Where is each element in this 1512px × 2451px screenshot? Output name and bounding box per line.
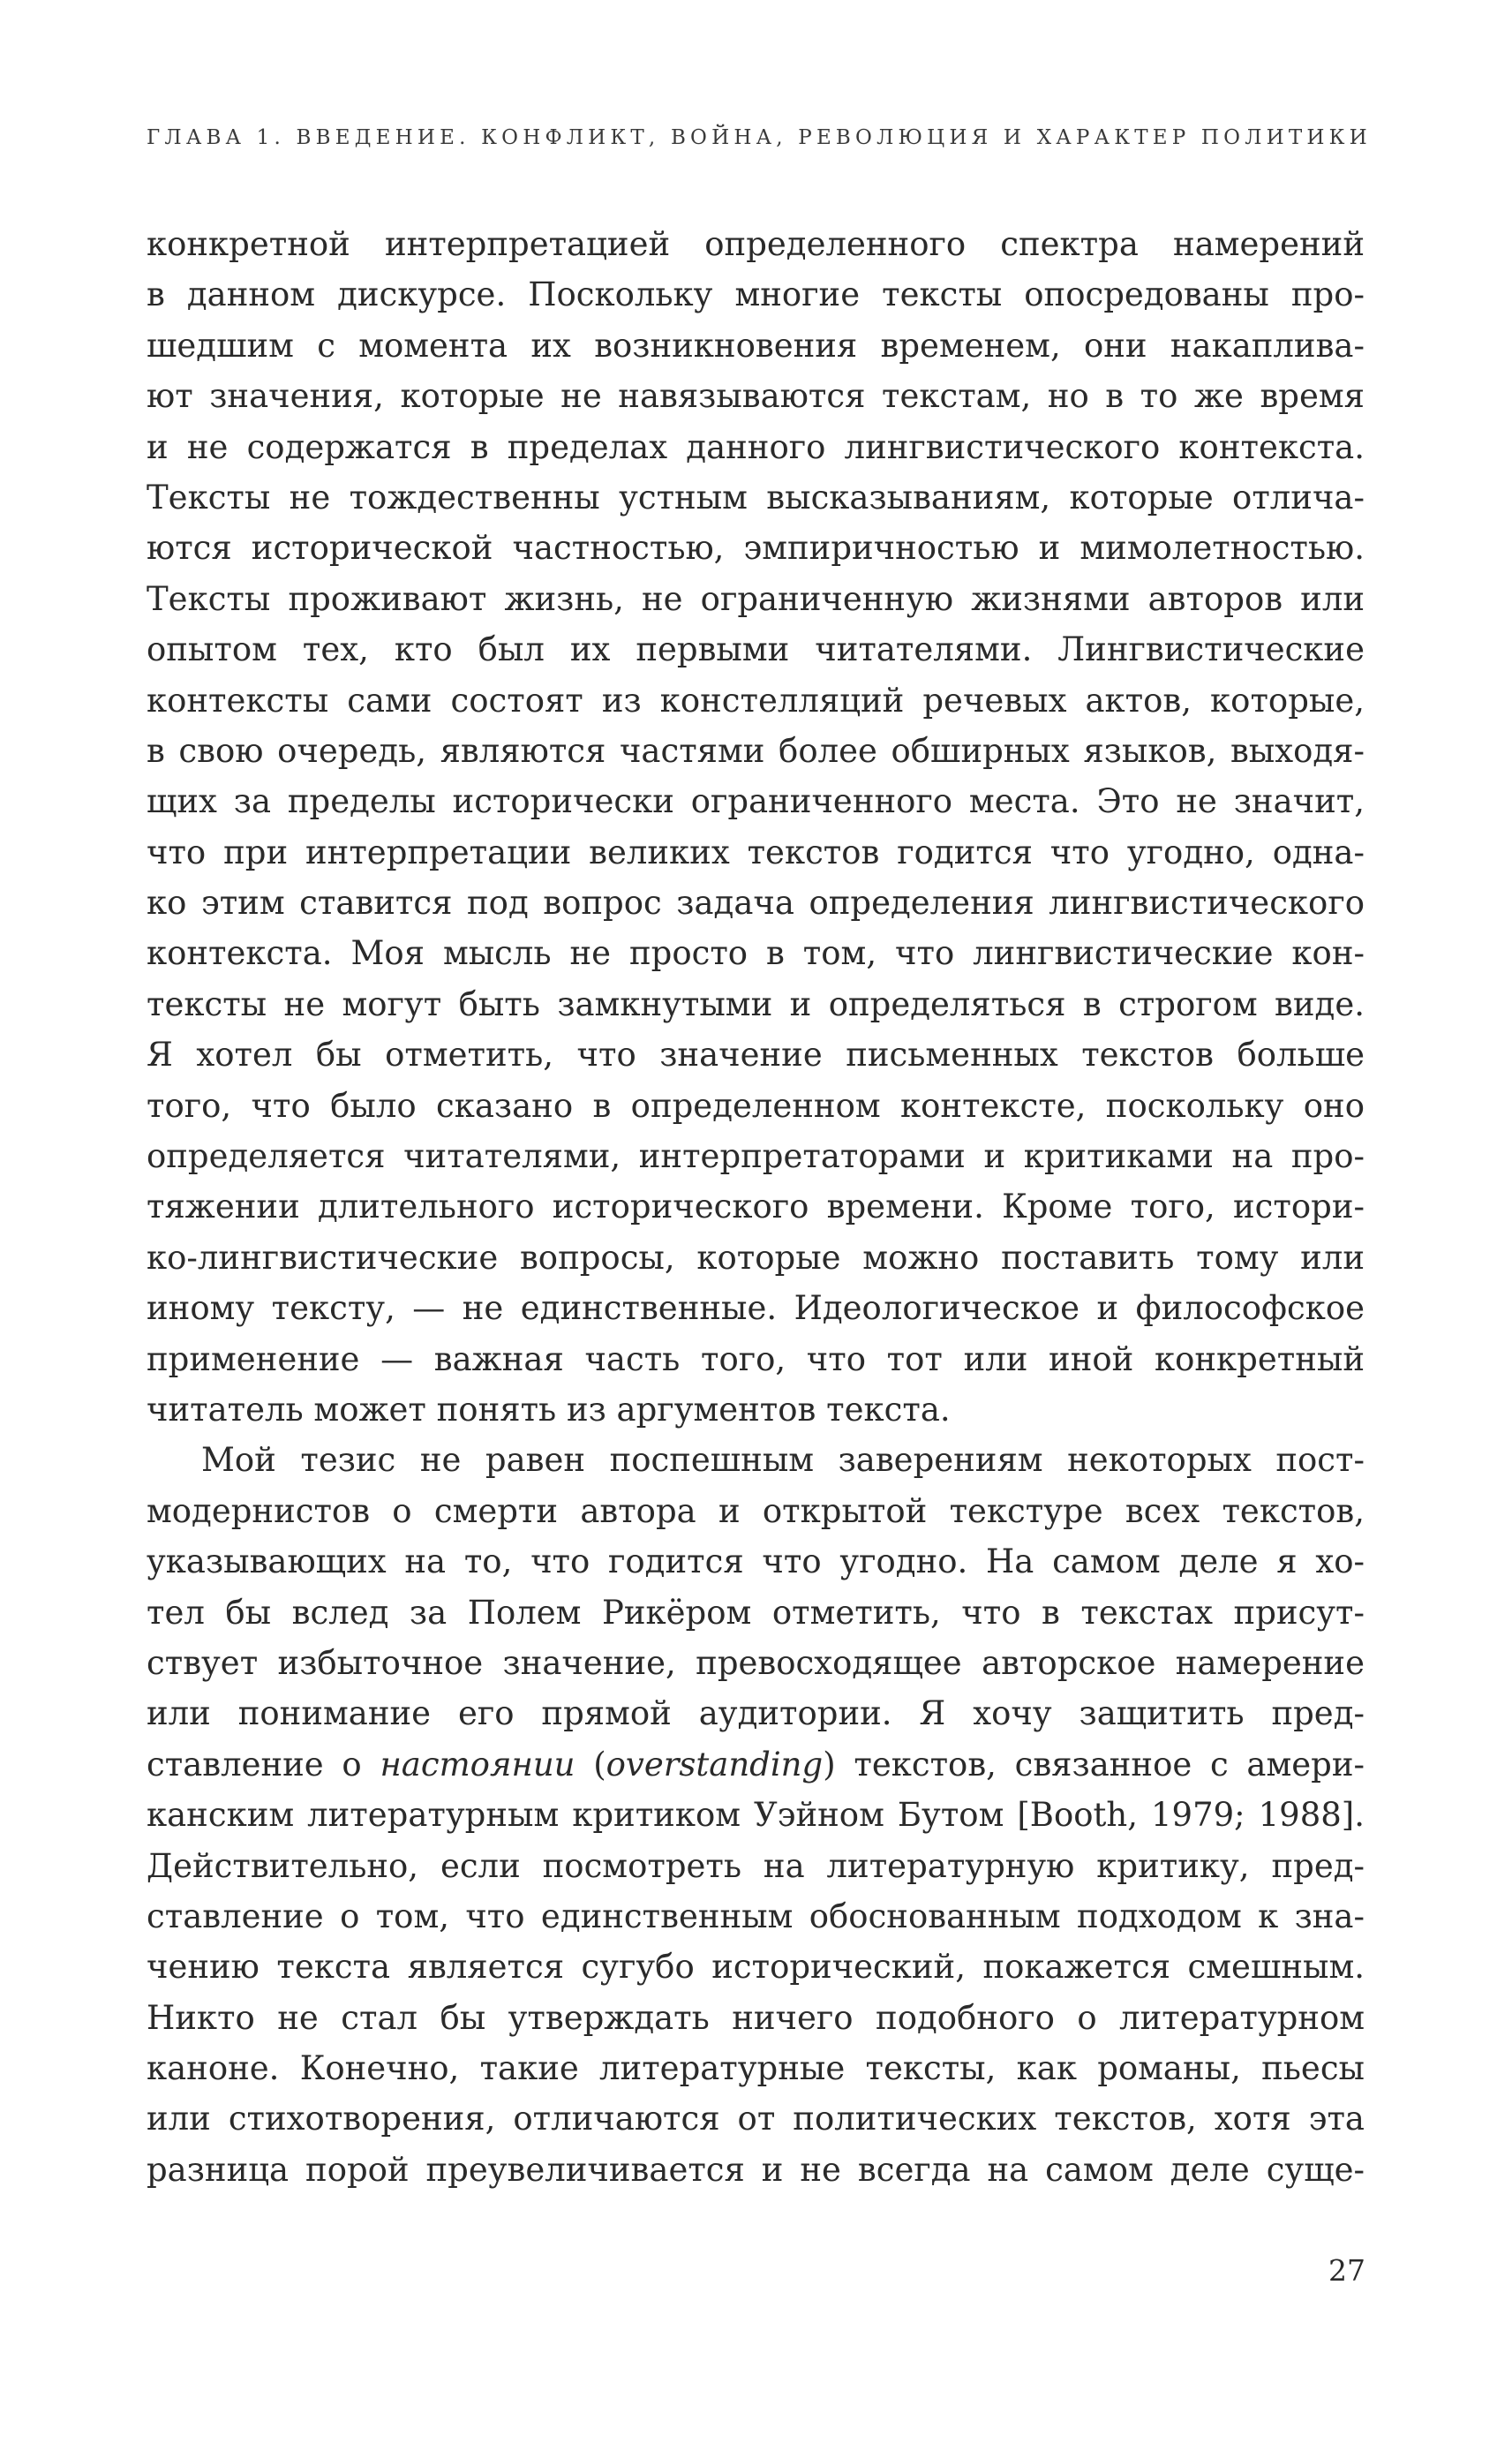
- paragraph-1: [147, 219, 1365, 1435]
- text-line: того, что было сказано в определенном контексте, поскольку оно: [147, 1086, 1365, 1125]
- text-line: контексты сами состоят из констелляций речевых актов, которые,: [147, 681, 1365, 720]
- running-head: ГЛАВА 1. ВВЕДЕНИЕ. КОНФЛИКТ, ВОЙНА, РЕВОЛЮЦИЯ И ХАРАКТЕР ПОЛИТИКИ: [147, 126, 1372, 149]
- text-line: указывающих на то, что годится что угодно. На самом деле я хо-: [147, 1542, 1365, 1581]
- text-line: ставление о том, что единственным обоснованным подходом к зна-: [147, 1897, 1365, 1935]
- paragraph-2: [147, 1435, 1365, 2195]
- text-line: и не содержатся в пределах данного лингвистического контекста.: [147, 427, 1365, 466]
- text-line: читатель может понять из аргументов текста.: [147, 1390, 951, 1429]
- text-line: ко-лингвистические вопросы, которые можно поставить тому или: [147, 1238, 1365, 1277]
- text-line: определяется читателями, интерпретаторами и критиками на про-: [147, 1137, 1365, 1176]
- text-line: в данном дискурсе. Поскольку многие тексты опосредованы про-: [147, 275, 1365, 314]
- text-line: Мой тезис не равен поспешным заверениям некоторых пост-: [201, 1441, 1365, 1480]
- page-number: 27: [1328, 2253, 1365, 2288]
- text-line: ют значения, которые не навязываются текстам, но в то же время: [147, 377, 1365, 416]
- text-line: Никто не стал бы утверждать ничего подобного о литературном: [147, 1998, 1365, 2037]
- text-line: ствует избыточное значение, превосходящее авторское намерение: [147, 1643, 1365, 1682]
- text-line: Действительно, если посмотреть на литературную критику, пред-: [147, 1846, 1365, 1885]
- text-line: модернистов о смерти автора и открытой текстуре всех текстов,: [147, 1491, 1365, 1530]
- line-fragment: (: [575, 1745, 606, 1784]
- text-line: чению текста является сугубо исторический, покажется смешным.: [147, 1948, 1365, 1987]
- text-line: иному тексту, — не единственные. Идеологическое и философское: [147, 1289, 1365, 1328]
- text-line: опытом тех, кто был их первыми читателями. Лингвистические: [147, 630, 1365, 669]
- text-line: конкретной интерпретацией определенного спектра намерений: [147, 225, 1365, 263]
- text-line: Тексты не тождественны устным высказываниям, которые отлича-: [147, 478, 1365, 517]
- body-text: [147, 219, 1365, 2195]
- text-line: щих за пределы исторически ограниченного места. Это не значит,: [147, 782, 1365, 821]
- text-line: ются исторической частностью, эмпиричностью и мимолетностью.: [147, 529, 1365, 568]
- text-line: разница порой преувеличивается и не всегда на самом деле суще-: [147, 2150, 1365, 2189]
- text-line: в свою очередь, являются частями более обширных языков, выходя-: [147, 731, 1365, 770]
- text-line: тяжении длительного исторического времени. Кроме того, истори-: [147, 1188, 1365, 1226]
- text-line: каноне. Конечно, такие литературные тексты, как романы, пьесы: [147, 2049, 1365, 2088]
- text-line: что при интерпретации великих текстов годится что угодно, одна-: [147, 833, 1365, 871]
- text-line: применение — важная часть того, что тот или иной конкретный: [147, 1339, 1365, 1378]
- text-line: тел бы вслед за Полем Рикёром отметить, что в текстах присут-: [147, 1593, 1365, 1632]
- text-line: или стихотворения, отличаются от политических текстов, хотя эта: [147, 2100, 1365, 2138]
- line-prefix: ставление о: [147, 1745, 380, 1784]
- text-line: контекста. Моя мысль не просто в том, что лингвистические кон-: [147, 934, 1365, 973]
- text-line: ко этим ставится под вопрос задача определения лингвистического: [147, 884, 1365, 923]
- italic-term-english: overstanding: [606, 1745, 824, 1784]
- text-line: Я хотел бы отметить, что значение письменных текстов больше: [147, 1036, 1365, 1075]
- text-line: Тексты проживают жизнь, не ограниченную жизнями авторов или: [147, 579, 1365, 618]
- text-line: шедшим с момента их возникновения временем, они накаплива-: [147, 326, 1365, 365]
- text-line: канским литературным критиком Уэйном Бутом [Booth, 1979; 1988].: [147, 1796, 1365, 1835]
- text-line: или понимание его прямой аудитории. Я хочу защитить пред-: [147, 1694, 1365, 1733]
- text-line: тексты не могут быть замкнутыми и определяться в строгом виде.: [147, 984, 1365, 1023]
- line-suffix: ) текстов, связанное с амери-: [823, 1745, 1365, 1784]
- text-line-with-italics: [147, 1739, 1365, 1790]
- italic-term: настоянии: [380, 1745, 575, 1784]
